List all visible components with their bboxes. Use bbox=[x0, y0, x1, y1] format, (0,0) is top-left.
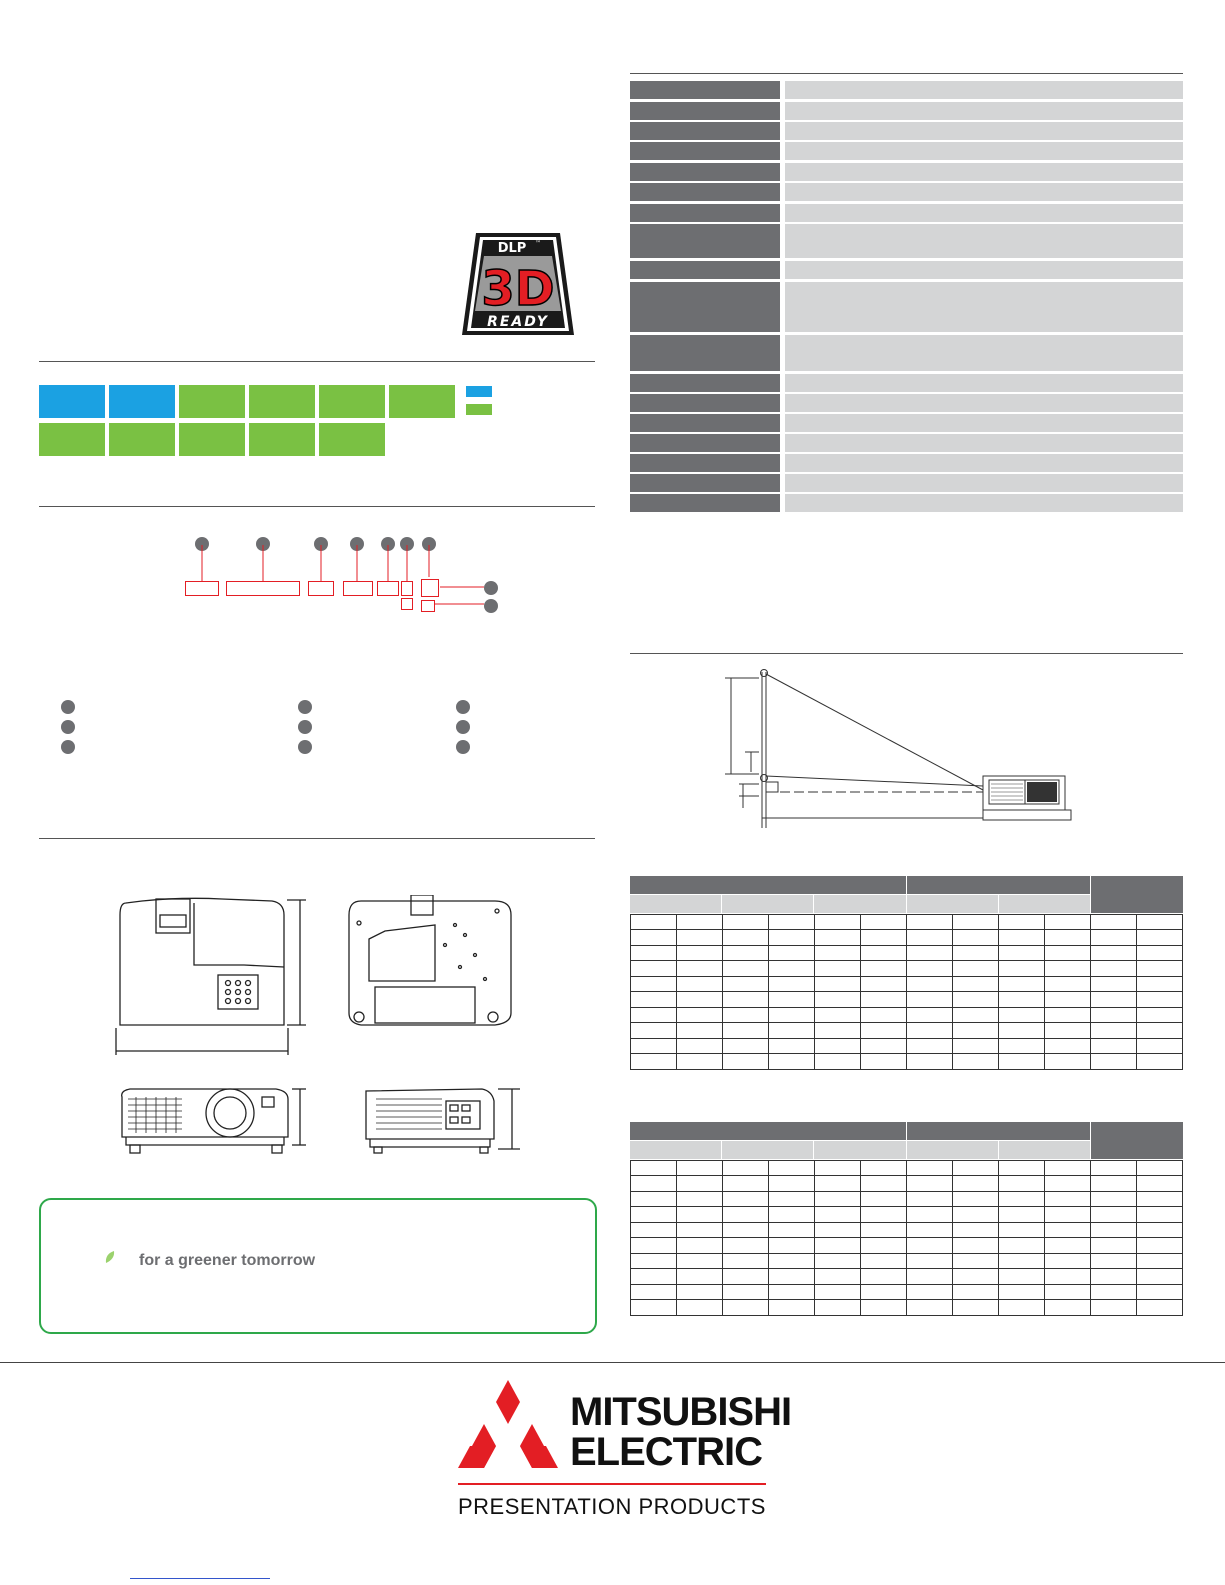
projector-top-view-drawing bbox=[112, 895, 307, 1055]
spec-row bbox=[630, 102, 1183, 120]
connector-box bbox=[377, 581, 399, 596]
spec-row bbox=[630, 335, 1183, 371]
dlp-3d-ready-logo bbox=[462, 233, 574, 335]
feature-tile bbox=[179, 423, 245, 456]
legend-marker bbox=[61, 740, 75, 754]
feature-tile bbox=[249, 385, 315, 418]
spec-row bbox=[630, 434, 1183, 452]
brand-division: PRESENTATION PRODUCTS bbox=[458, 1494, 766, 1519]
connector-box bbox=[308, 581, 334, 596]
spec-row bbox=[630, 474, 1183, 492]
eco-tagline: for a greener tomorrow bbox=[139, 1252, 316, 1269]
feature-tile bbox=[179, 385, 245, 418]
badge-3d-text: 3D bbox=[481, 261, 555, 317]
legend-marker bbox=[298, 740, 312, 754]
spec-row bbox=[630, 163, 1183, 181]
connector-box bbox=[421, 600, 435, 612]
feature-tile bbox=[39, 423, 105, 456]
legend-swatch-blue bbox=[466, 386, 492, 397]
connector-box bbox=[343, 581, 373, 596]
projection-table-16x10 bbox=[630, 876, 1183, 1071]
feature-tile bbox=[109, 423, 175, 456]
footer-link-underline[interactable] bbox=[130, 1578, 270, 1579]
connector-box bbox=[421, 579, 439, 597]
spec-row bbox=[630, 282, 1183, 332]
spec-row bbox=[630, 261, 1183, 279]
three-diamonds-logo bbox=[458, 1380, 558, 1469]
feature-tile bbox=[319, 423, 385, 456]
projector-front-view-drawing bbox=[112, 1087, 307, 1159]
leaf-icon bbox=[105, 1250, 115, 1264]
badge-ready-text: READY bbox=[487, 314, 549, 330]
legend-marker bbox=[456, 720, 470, 734]
badge-dlp-text: DLP bbox=[497, 241, 527, 256]
legend-marker bbox=[298, 720, 312, 734]
feature-tile bbox=[389, 385, 455, 418]
legend-marker bbox=[61, 720, 75, 734]
projector-side-view-drawing bbox=[362, 1087, 527, 1159]
spec-row bbox=[630, 204, 1183, 222]
brand-name-line1: MITSUBISHI bbox=[570, 1390, 792, 1434]
connector-box bbox=[226, 581, 300, 596]
legend-marker bbox=[456, 700, 470, 714]
section-divider-features bbox=[39, 361, 595, 362]
spec-row bbox=[630, 414, 1183, 432]
section-divider-specs bbox=[630, 73, 1183, 74]
brand-name-line2: ELECTRIC bbox=[570, 1430, 762, 1474]
legend-marker bbox=[61, 700, 75, 714]
eco-message-box bbox=[39, 1198, 597, 1334]
spec-row bbox=[630, 122, 1183, 140]
spec-row bbox=[630, 494, 1183, 512]
feature-tile bbox=[319, 385, 385, 418]
connector-box bbox=[185, 581, 219, 596]
section-divider-projection bbox=[630, 653, 1183, 654]
section-divider-dimensions bbox=[39, 838, 595, 839]
spec-row bbox=[630, 183, 1183, 201]
section-divider-panel bbox=[39, 506, 595, 507]
spec-row bbox=[630, 142, 1183, 160]
legend-marker bbox=[298, 700, 312, 714]
badge-tm-text: ™ bbox=[535, 240, 541, 247]
projection-distance-diagram bbox=[725, 668, 1080, 833]
spec-row bbox=[630, 394, 1183, 412]
connector-box bbox=[401, 598, 413, 610]
footer-divider bbox=[0, 1362, 1225, 1363]
connector-box bbox=[401, 581, 413, 596]
projection-table-4x3 bbox=[630, 1122, 1183, 1317]
legend-swatch-green bbox=[466, 404, 492, 415]
spec-row bbox=[630, 81, 1183, 99]
feature-tile bbox=[39, 385, 105, 418]
projector-bottom-view-drawing bbox=[345, 895, 520, 1035]
callout-leader-lines bbox=[180, 545, 490, 615]
spec-row bbox=[630, 454, 1183, 472]
brand-red-rule bbox=[458, 1483, 766, 1485]
feature-tile bbox=[249, 423, 315, 456]
spec-row bbox=[630, 224, 1183, 258]
legend-marker bbox=[456, 740, 470, 754]
feature-tile bbox=[109, 385, 175, 418]
spec-row bbox=[630, 374, 1183, 392]
